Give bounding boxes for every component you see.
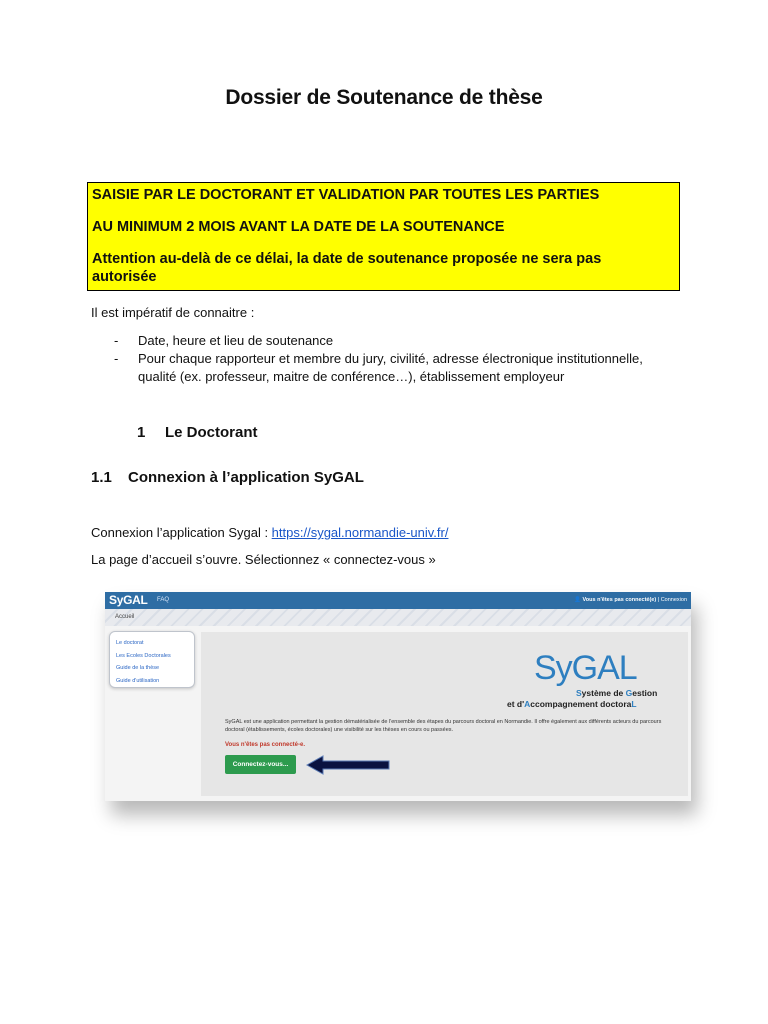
- list-item: [114, 350, 674, 386]
- sygal-homepage-screenshot: [105, 592, 691, 801]
- brand-text: et d': [507, 699, 525, 709]
- list-item-text: Date, heure et lieu de soutenance: [138, 333, 334, 348]
- side-menu-item: Le doctorat: [116, 640, 144, 646]
- list-item: [114, 332, 674, 350]
- section-title: Le Doctorant: [165, 424, 258, 441]
- brand-text: ccompagnement doctora: [530, 699, 632, 709]
- brand-subtitle-1: [576, 688, 657, 698]
- connect-button: Connectez-vous...: [225, 755, 296, 774]
- brand-letter: S: [576, 688, 582, 698]
- side-menu: [109, 631, 195, 688]
- section-number: 1: [137, 424, 146, 441]
- brand-logo-text: SyGAL: [534, 649, 637, 687]
- user-status: [574, 592, 687, 609]
- warning-line-3: Attention au-delà de ce délai, la date de soutenance proposée ne sera pas: [92, 251, 602, 267]
- section-heading-1: [137, 424, 258, 441]
- section-number: 1.1: [91, 469, 112, 486]
- connexion-paragraph: [91, 525, 448, 540]
- welcome-panel: [201, 632, 688, 796]
- warning-line-1: SAISIE PAR LE DOCTORANT ET VALIDATION PAR TOUTES LES PARTIES: [92, 187, 600, 203]
- page-title: Dossier de Soutenance de thèse: [225, 86, 543, 109]
- header-band: [105, 609, 691, 626]
- not-connected-message: Vous n'êtes pas connecté-e.: [225, 742, 306, 748]
- brand-text: estion: [632, 688, 658, 698]
- accueil-paragraph: La page d’accueil s’ouvre. Sélectionnez « connectez-vous »: [91, 552, 436, 567]
- side-menu-item: Les Ecoles Doctorales: [116, 652, 171, 659]
- user-status-text: Vous n'êtes pas connecté(e): [582, 597, 657, 603]
- breadcrumb: Accueil: [115, 614, 135, 620]
- brand-text: ystème de: [581, 688, 626, 698]
- bullet-dash: -: [114, 351, 119, 366]
- nav-faq-link: FAQ: [157, 597, 170, 603]
- warning-box: [87, 182, 680, 291]
- section-heading-1-1: [91, 469, 364, 486]
- user-icon: 👤: [574, 597, 582, 603]
- warning-line-3b: autorisée: [92, 269, 157, 285]
- app-logo: SyGAL: [109, 593, 148, 607]
- login-link: Connexion: [660, 597, 687, 603]
- section-title: Connexion à l’application SyGAL: [128, 469, 364, 486]
- brand-letter: G: [625, 688, 633, 698]
- bullet-dash: -: [114, 333, 119, 348]
- sygal-link[interactable]: https://sygal.normandie-univ.fr/: [271, 525, 449, 540]
- app-description: SyGAL est une application permettant la gestion dématérialisée de l'ensemble des étapes du parcours doctoral en Normandie. Il offre également aux différents acteurs du parcours doctoral (établissements, écoles doctorales) une visibilité sur les thèses en cours ou passées.: [225, 719, 662, 733]
- warning-line-2: AU MINIMUM 2 MOIS AVANT LA DATE DE LA SOUTENANCE: [92, 219, 505, 235]
- arrow-left-icon: [305, 754, 391, 776]
- brand-letter: L: [631, 699, 637, 709]
- side-menu-item: Guide de la thèse: [116, 665, 160, 671]
- brand-subtitle-2: [507, 699, 637, 709]
- requirements-list: [114, 332, 674, 386]
- separator: |: [657, 597, 661, 603]
- intro-text: Il est impératif de connaitre :: [91, 305, 255, 320]
- list-item-text: Pour chaque rapporteur et membre du jury, civilité, adresse électronique institutionnelle, qualité (ex. professeur, maitre de conférence…), établissement employeur: [138, 351, 643, 384]
- side-menu-item: Guide d'utilisation: [116, 677, 160, 684]
- brand-letter: A: [524, 699, 531, 709]
- connexion-label: Connexion l’application Sygal :: [91, 525, 272, 540]
